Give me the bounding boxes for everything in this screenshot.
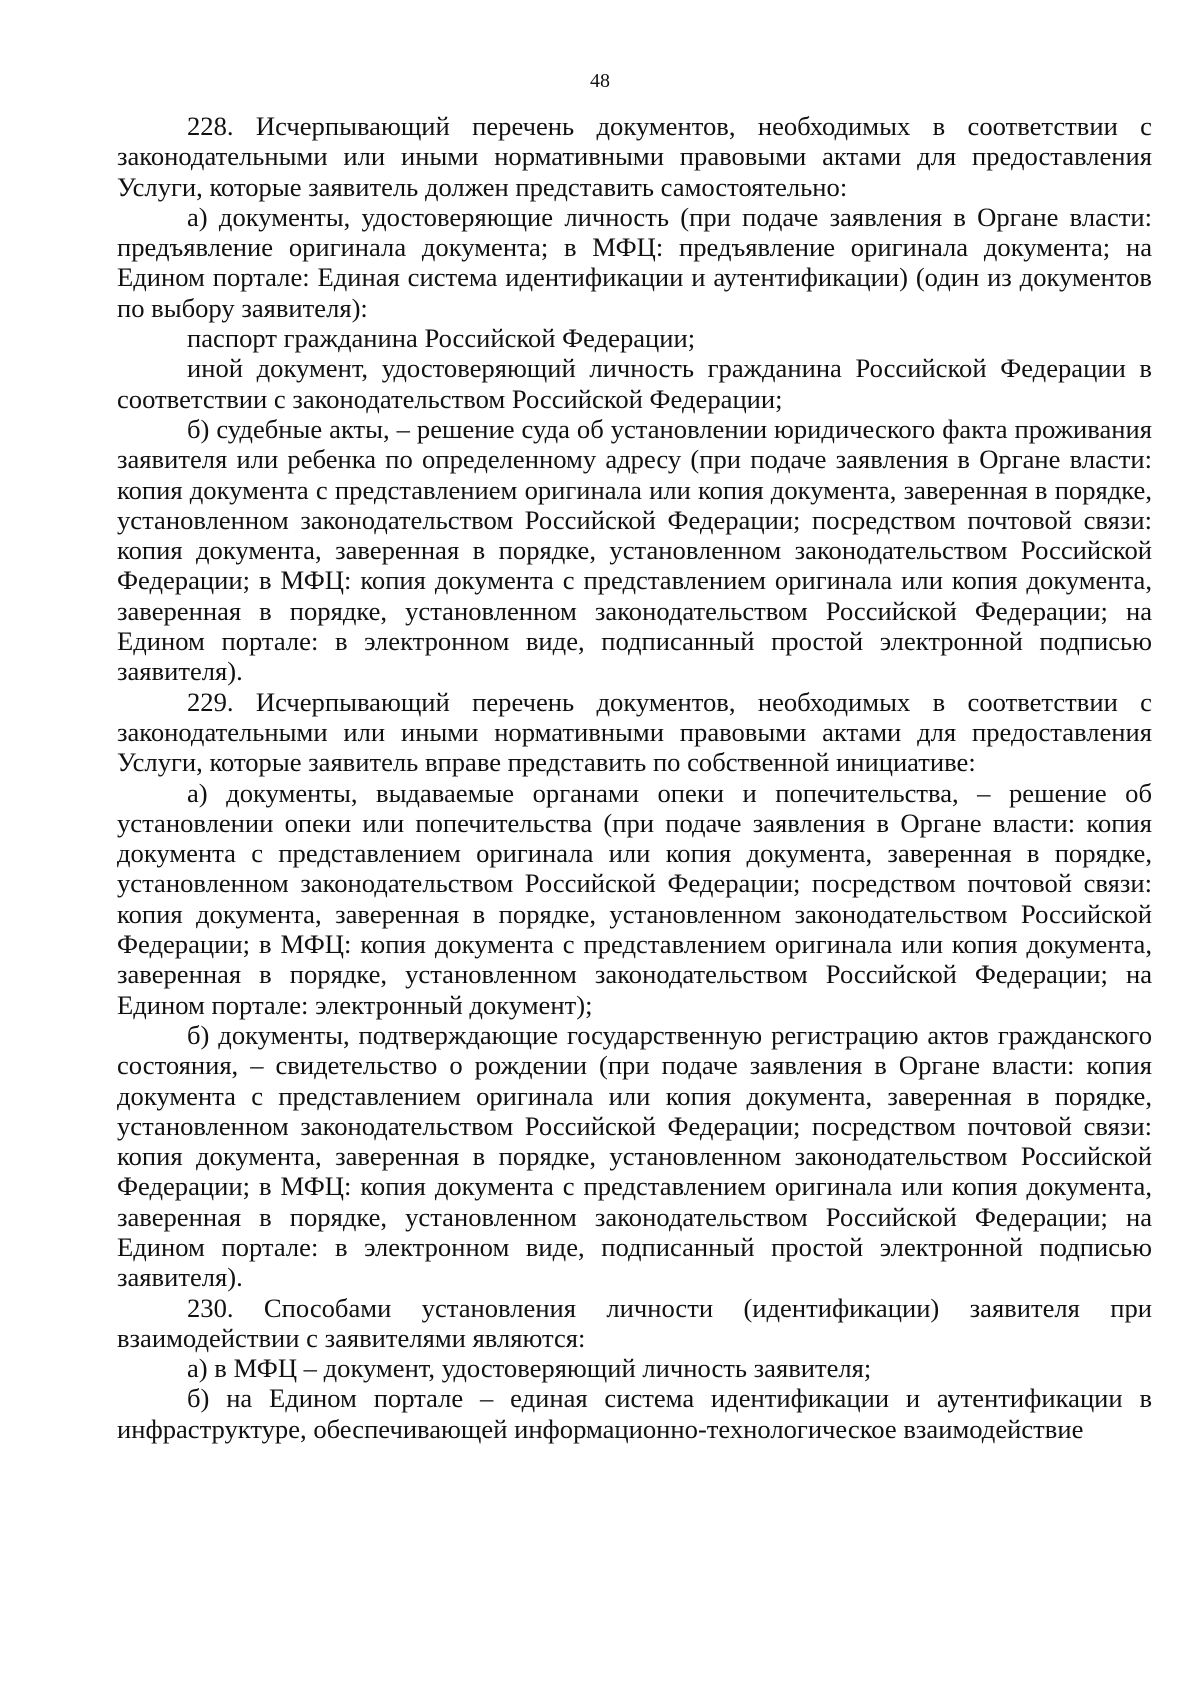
document-body [117, 111, 1152, 1444]
paragraph-228-a-item-1: паспорт гражданина Российской Федерации; [187, 323, 696, 354]
paragraph-228-a: а) документы, удостоверяющие личность (при подаче заявления в Органе власти: предъявление оригинала документа; в МФЦ: предъявление оригинала документа; на Едином портале: Единая система идентификации и аутентификации) (один из документов по выбору заявителя): [117, 201, 1152, 323]
paragraph-228-b: б) судебные акты, – решение суда об установлении юридического факта проживания заявителя или ребенка по определенному адресу (при подаче заявления в Органе власти: копия документа с представлением оригинала или копия документа, заверенная в порядке, установленном законодательством Российской Федерации; посредством почтовой связи: копия документа, заверенная в порядке, установленном законодательством Российской Федерации; в МФЦ: копия документа с представлением оригинала или копия документа, заверенная в порядке, установленном законодательством Российской Федерации; на Едином портале: в электронном виде, подписанный простой электронной подписью заявителя). [117, 413, 1152, 687]
paragraph-230-a: а) в МФЦ – документ, удостоверяющий личность заявителя; [187, 1353, 872, 1384]
paragraph-229-a: а) документы, выдаваемые органами опеки и попечительства, – решение об установлении опеки или попечительства (при подаче заявления в Органе власти: копия документа с представлением оригинала или копия документа, заверенная в порядке, установленном законодательством Российской Федерации; посредством почтовой связи: копия документа, заверенная в порядке, установленном законодательством Российской Федерации; в МФЦ: копия документа с представлением оригинала или копия документа, заверенная в порядке, установленном законодательством Российской Федерации; на Едином портале: электронный документ); [117, 777, 1152, 1020]
paragraph-230-b: б) на Едином портале – единая система идентификации и аутентификации в инфраструктуре, обеспечивающей информационно-технологическое взаимодействие [117, 1383, 1152, 1444]
page-number: 48 [590, 70, 610, 92]
paragraph-228-a-item-2: иной документ, удостоверяющий личность гражданина Российской Федерации в соответствии с законодательством Российской Федерации; [117, 353, 1152, 414]
paragraph-230: 230. Способами установления личности (идентификации) заявителя при взаимодействии с заявителями являются: [117, 1292, 1152, 1353]
paragraph-228: 228. Исчерпывающий перечень документов, необходимых в соответствии с законодательными или иными нормативными правовыми актами для предоставления Услуги, которые заявитель должен представить самостоятельно: [117, 111, 1152, 202]
paragraph-229: 229. Исчерпывающий перечень документов, необходимых в соответствии с законодательными или иными нормативными правовыми актами для предоставления Услуги, которые заявитель вправе представить по собственной инициативе: [117, 686, 1152, 778]
paragraph-229-b: б) документы, подтверждающие государственную регистрацию актов гражданского состояния, – свидетельство о рождении (при подаче заявления в Органе власти: копия документа с представлением оригинала или копия документа, заверенная в порядке, установленном законодательством Российской Федерации; посредством почтовой связи: копия документа, заверенная в порядке, установленном законодательством Российской Федерации; в МФЦ: копия документа с представлением оригинала или копия документа, заверенная в порядке, установленном законодательством Российской Федерации; на Едином портале: в электронном виде, подписанный простой электронной подписью заявителя). [117, 1019, 1152, 1293]
